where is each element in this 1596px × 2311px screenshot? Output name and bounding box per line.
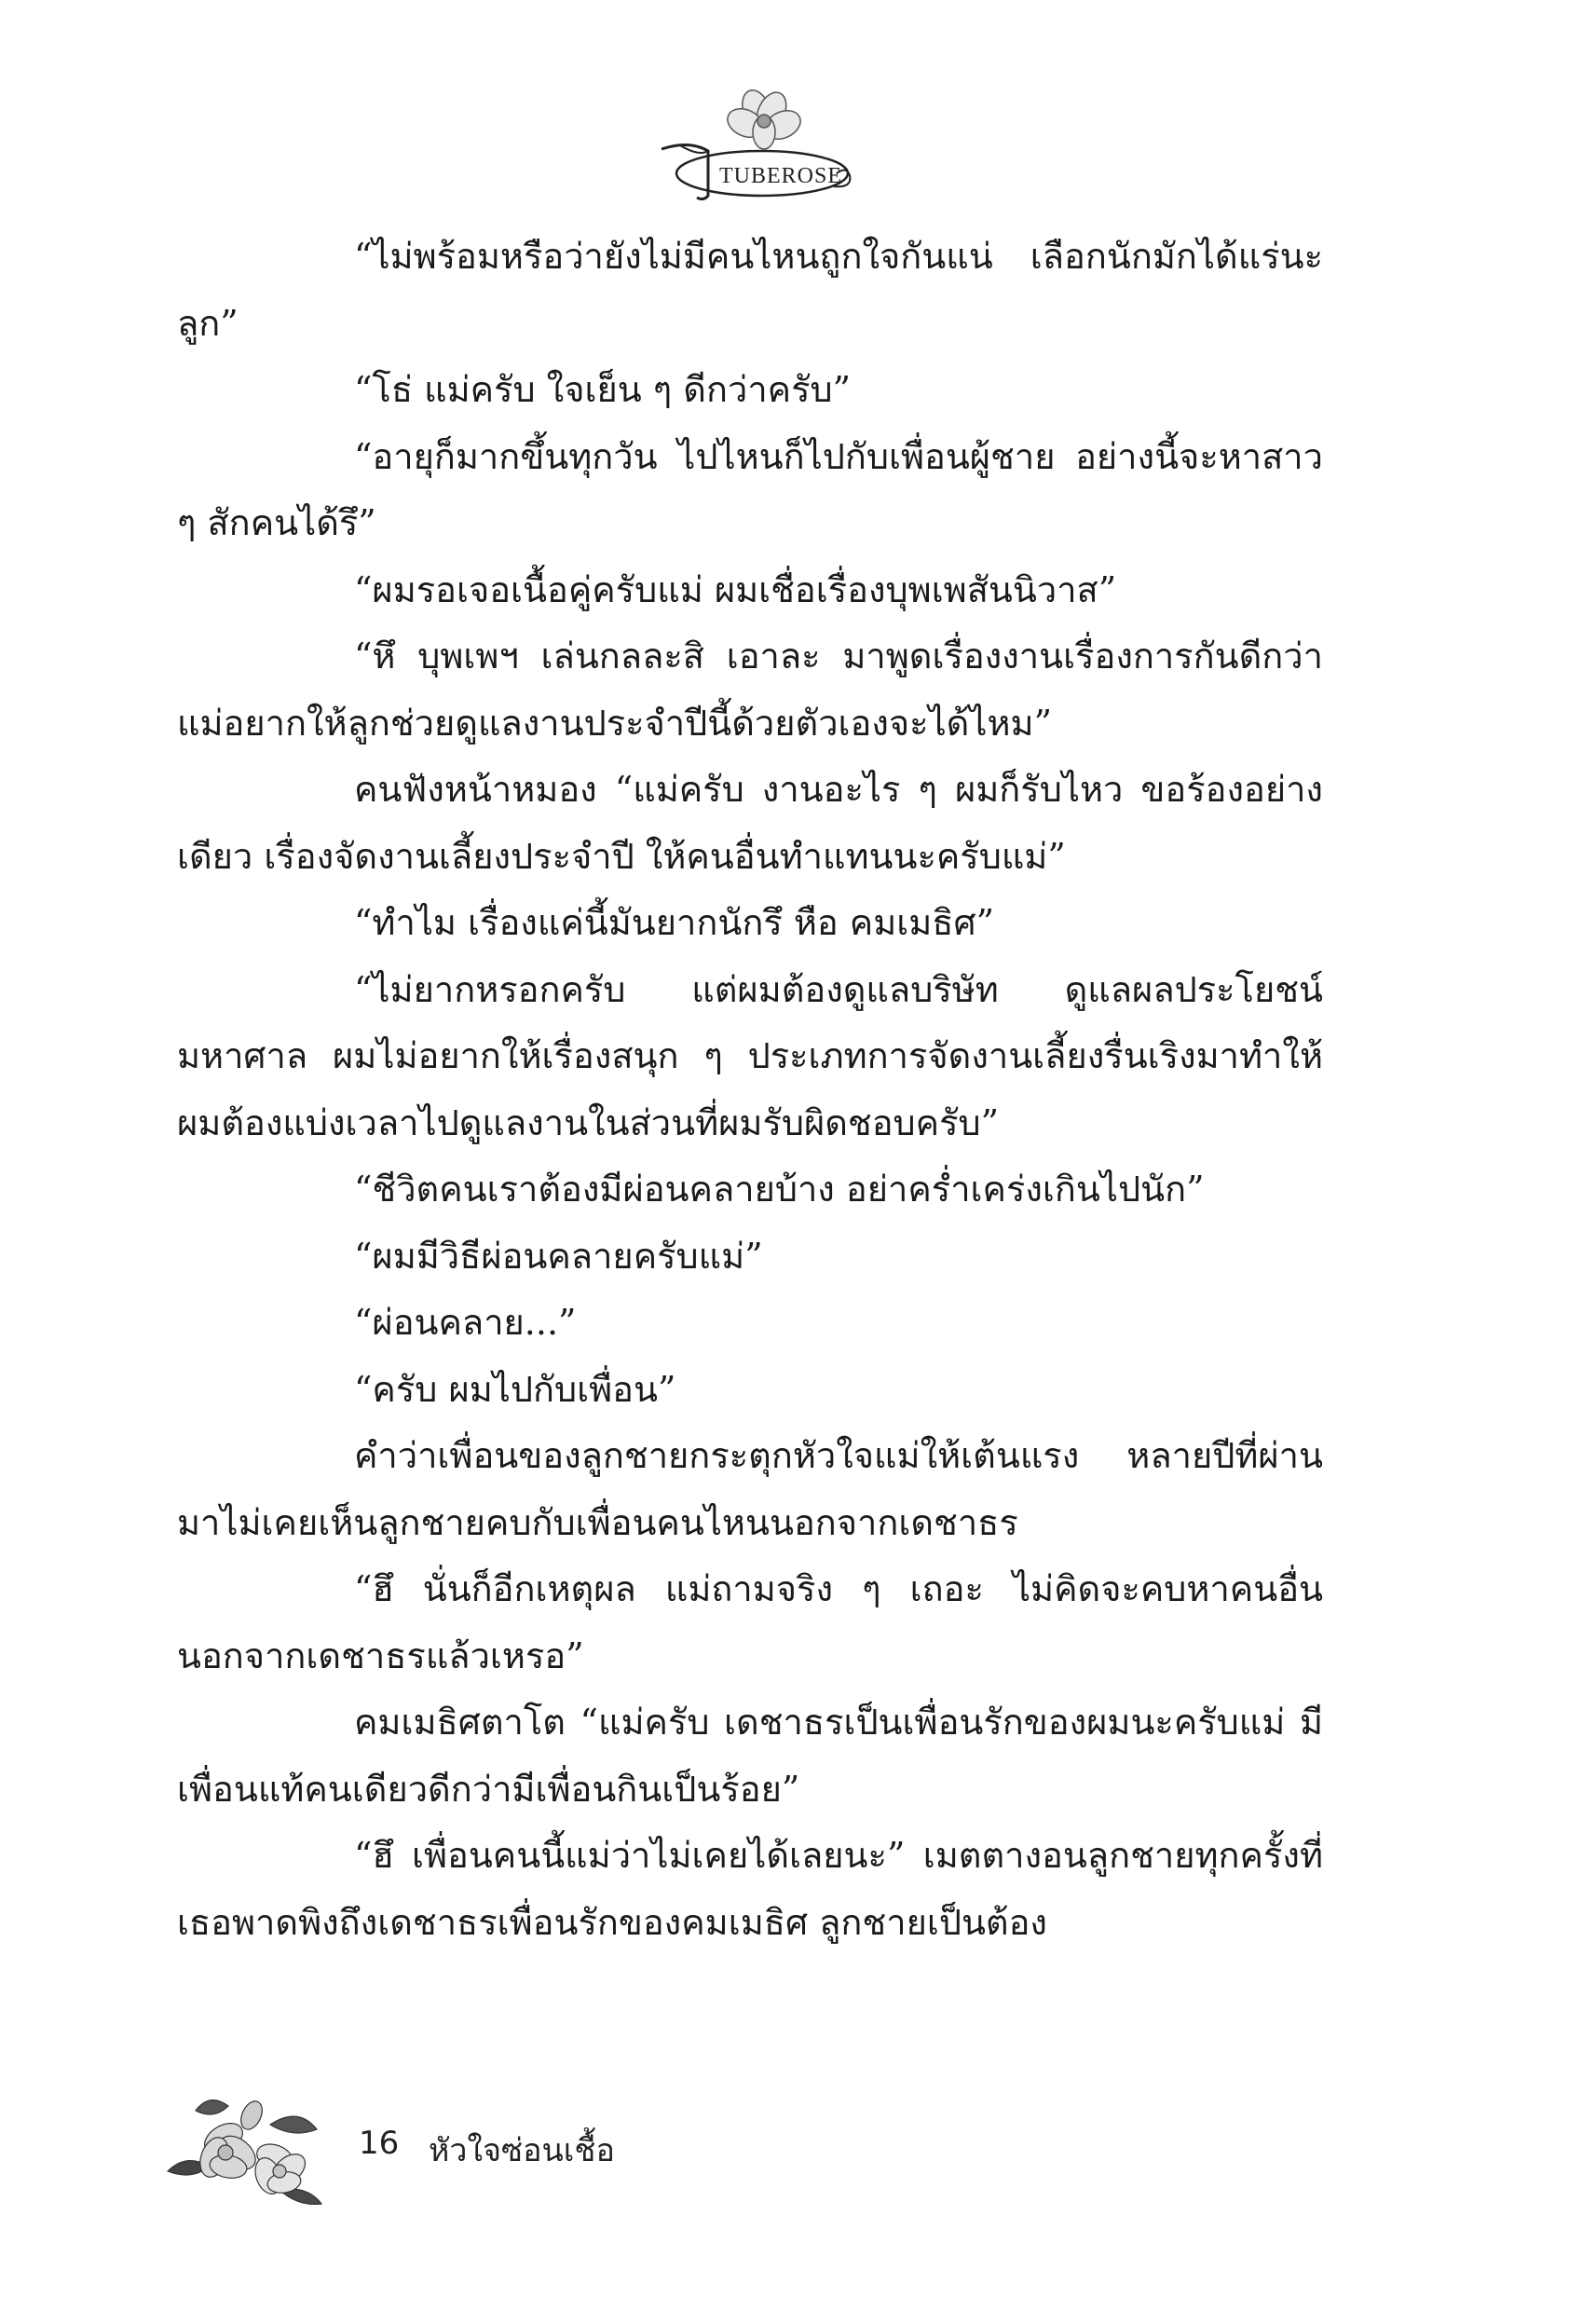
gardenia-flowers-icon	[158, 2087, 326, 2208]
tuberose-flower-icon	[652, 84, 866, 205]
paragraph: “ไม่ยากหรอกครับ แต่ผมต้องดูแลบริษัท ดูแลผลประโยชน์มหาศาล ผมไม่อยากให้เรื่องสนุก ๆ ประเภทการจัดงานเลี้ยงรื่นเริงมาทำให้ผมต้องแบ่งเวลาไปดูแลงานในส่วนที่ผมรับผิดชอบครับ”	[177, 968, 1323, 1143]
paragraph: “ชีวิตคนเราต้องมีผ่อนคลายบ้าง อย่าคร่ำเคร่งเกินไปนัก”	[354, 1169, 1205, 1210]
logo-text: TUBEROSE	[719, 164, 843, 188]
paragraph: “ฮึ เพื่อนคนนี้แม่ว่าไม่เคยได้เลยนะ” เมตตางอนลูกชายทุกครั้งที่เธอพาดพิงถึงเดชาธรเพื่อนรักของคมเมธิศ ลูกชายเป็นต้อง	[177, 1835, 1323, 1943]
story-text	[177, 224, 1323, 1956]
publisher-logo	[652, 84, 866, 205]
paragraph: “ฮึ นั่นก็อีกเหตุผล แม่ถามจริง ๆ เถอะ ไม่คิดจะคบหาคนอื่นนอกจากเดชาธรแล้วเหรอ”	[177, 1568, 1323, 1676]
paragraph: คมเมธิศตาโต “แม่ครับ เดชาธรเป็นเพื่อนรักของผมนะครับแม่ มีเพื่อนแท้คนเดียวดีกว่ามีเพื่อนกินเป็นร้อย”	[177, 1702, 1323, 1810]
paragraph: “ไม่พร้อมหรือว่ายังไม่มีคนไหนถูกใจกันแน่ เลือกนักมักได้แร่นะลูก”	[177, 236, 1323, 344]
book-title: หัวใจซ่อนเชื้อ	[429, 2132, 615, 2169]
paragraph: “อายุก็มากขึ้นทุกวัน ไปไหนก็ไปกับเพื่อนผู้ชาย อย่างนี้จะหาสาว ๆ สักคนได้รึ”	[177, 435, 1323, 543]
paragraph: “โธ่ แม่ครับ ใจเย็น ๆ ดีกว่าครับ”	[354, 369, 852, 410]
paragraph: “ผมมีวิธีผ่อนคลายครับแม่”	[354, 1235, 763, 1277]
paragraph: “ผมรอเจอเนื้อคู่ครับแม่ ผมเชื่อเรื่องบุพเพสันนิวาส”	[354, 568, 1117, 610]
paragraph: “หึ บุพเพฯ เล่นกลละสิ เอาละ มาพูดเรื่องงานเรื่องการกันดีกว่า แม่อยากให้ลูกช่วยดูแลงานประจำปีนี้ด้วยตัวเองจะได้ไหม”	[177, 636, 1323, 744]
page-footer	[158, 2087, 717, 2208]
paragraph: “ครับ ผมไปกับเพื่อน”	[354, 1368, 676, 1410]
paragraph: “ผ่อนคลาย...”	[354, 1302, 577, 1343]
paragraph: คำว่าเพื่อนของลูกชายกระตุกหัวใจแม่ให้เต้นแรง หลายปีที่ผ่านมาไม่เคยเห็นลูกชายคบกับเพื่อนคนไหนนอกจากเดชาธร	[177, 1435, 1323, 1543]
paragraph: “ทำไม เรื่องแค่นี้มันยากนักรึ หือ คมเมธิศ”	[354, 902, 995, 943]
page-number: 16	[359, 2125, 400, 2162]
paragraph: คนฟังหน้าหมอง “แม่ครับ งานอะไร ๆ ผมก็รับไหว ขอร้องอย่างเดียว เรื่องจัดงานเลี้ยงประจำปี ให้คนอื่นทำแทนนะครับแม่”	[177, 769, 1323, 877]
